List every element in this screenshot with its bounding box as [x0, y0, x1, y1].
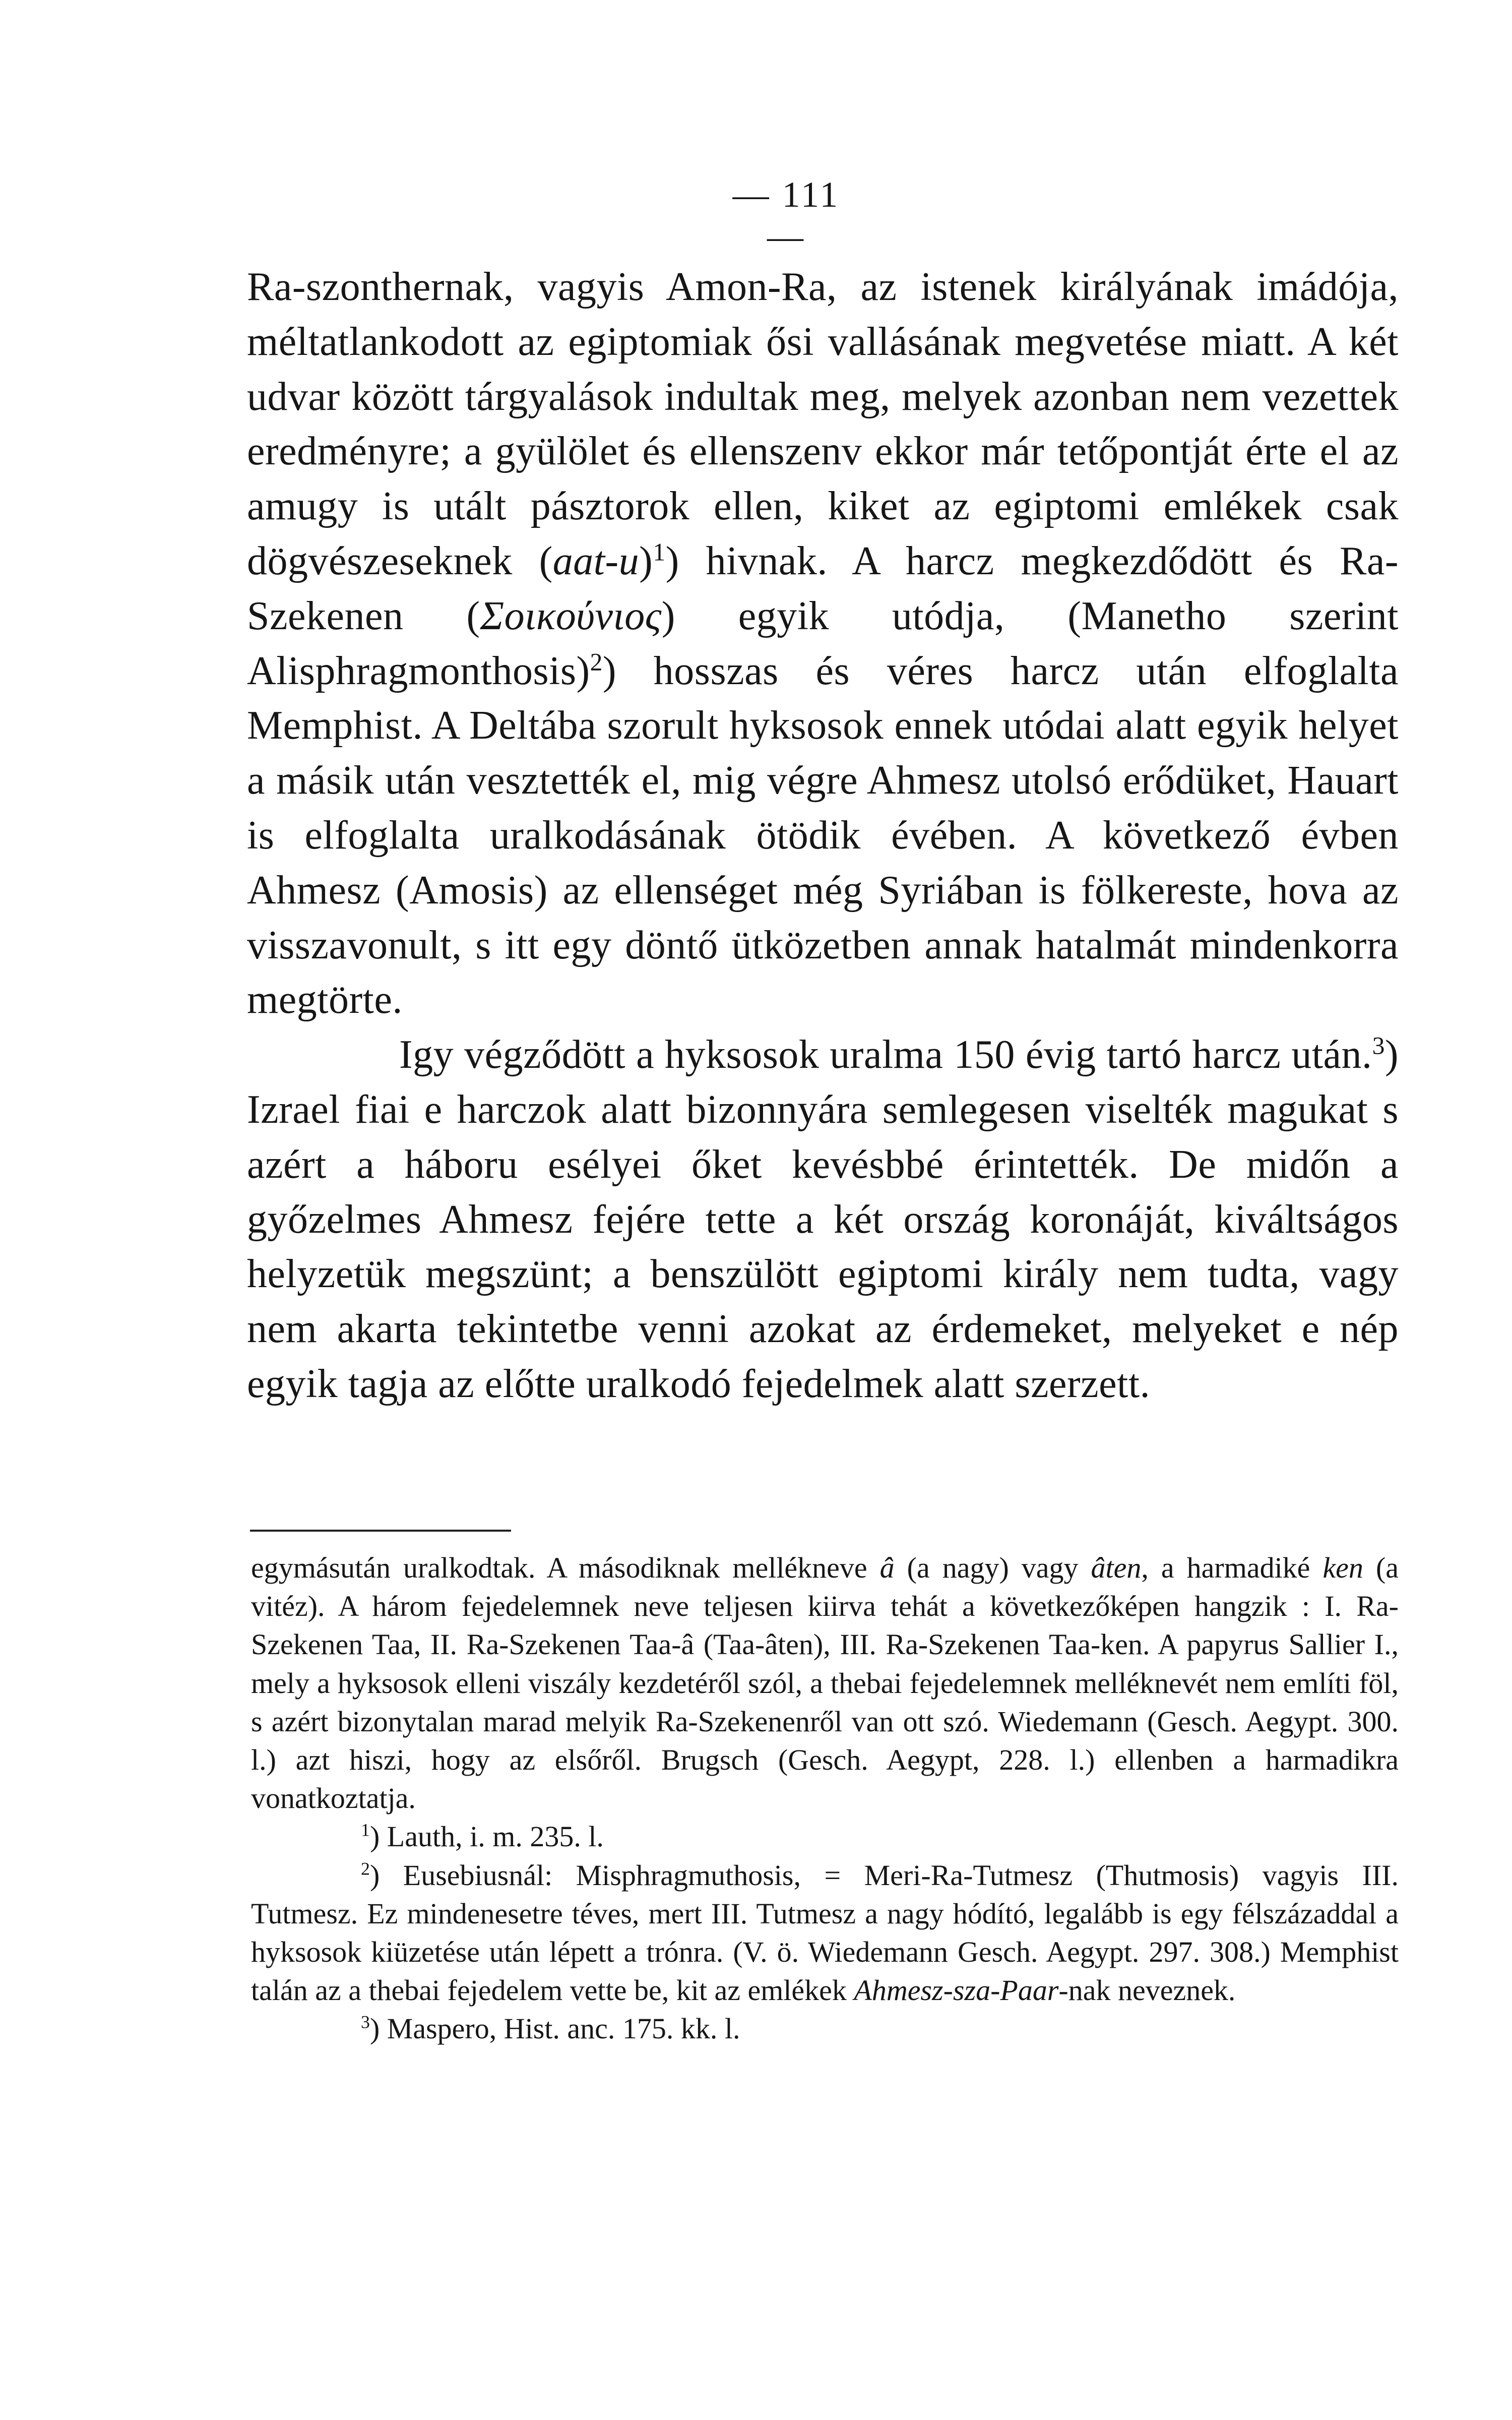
paragraph-2-text-a: Igy végződött a hyksosok uralma 150 évig tartó harcz után.: [399, 1033, 1372, 1077]
paragraph-1-text-b: ): [639, 538, 653, 583]
footnote-cont-text-a: egymásután uralkodtak. A másodiknak mellékneve: [251, 1551, 880, 1584]
paragraph-1-text-a: Ra-szonthernak, vagyis Amon-Ra, az istenek királyának imádója, méltatlankodott az egiptomiak ősi vallásának megvetése miatt. A két udvar között tárgyalások indultak meg, melyek azonban nem vezettek eredményre; a gyülölet és ellenszenv ekkor már tetőpontját érte el az amugy is utált pásztorok ellen, kiket az egiptomi emlékek csak dögvészeseknek (: [247, 265, 1399, 583]
footnote-2-text-a: ) Eusebiusnál: Misphragmuthosis, = Meri-Ra-Tutmesz (Thutmosis) vagyis III. Tutmesz. Ez mindenesetre téves, mert III. Tutmesz a nagy hódító, legalább is egy félszázaddal a hyksosok kiüzetése után lépett a trónra. (V. ö. Wiedemann Gesch. Aegypt. 297. 308.) Memphist talán az a thebai fejedelem vette be, kit az emlékek: [251, 1858, 1399, 2007]
footnote-1-mark: 1: [361, 1820, 370, 1841]
paragraph-1-text-d: ) egyik utódja, (Manetho szerint Alisphragmonthosis): [247, 593, 1399, 693]
paragraph-1-text-e: ) hosszas és véres harcz után elfoglalta Memphist. A Deltába szorult hyksosok ennek utódai alatt egyik helyet a másik után vesztették el, mig végre Ahmesz utolsó erődüket, Hauart is elfoglalta uralkodásának ötödik évében. A következő évben Ahmesz (Amosis) az ellenséget még Syriában is fölkereste, hova az visszavonult, s itt egy döntő ütközetben annak hatalmát mindenkorra megtörte.: [247, 648, 1399, 1022]
paragraph-2: [247, 1027, 1399, 1412]
footnote-ref-1: 1: [653, 538, 666, 566]
paragraph-1: [247, 260, 1399, 1027]
footnote-cont-text-c: , a harmadiké: [1141, 1551, 1323, 1584]
footnote-ref-2: 2: [590, 647, 603, 676]
page-number: — 111 —: [732, 174, 840, 257]
footnote-cont-italic-a: â: [879, 1551, 895, 1584]
footnote-2-text-b: -nak neveznek.: [1058, 1974, 1236, 2007]
footnote-3-mark: 3: [361, 2012, 370, 2033]
footnote-1-text: ) Lauth, i. m. 235. l.: [369, 1820, 604, 1853]
paragraph-2-text-b: ) Izrael fiai e harczok alatt bizonnyára semlegesen viselték magukat s azért a háboru esélyei őket kevésbbé érintették. De midőn a győzelmes Ahmesz fejére tette a két ország koronáját, kiváltságos helyzetük megszünt; a benszülött egiptomi király nem tudta, vagy nem akarta tekintetbe venni azokat az érdemeket, melyeket e nép egyik tagja az előtte uralkodó fejedelmek alatt szerzett.: [247, 1033, 1399, 1406]
footnote-ref-3: 3: [1372, 1032, 1385, 1060]
footnote-cont-italic-c: ken: [1322, 1551, 1363, 1584]
footnote-continuation: [251, 1549, 1399, 1818]
footnote-2: [251, 1856, 1399, 2010]
footnote-2-italic: Ahmesz-sza-Paar: [854, 1974, 1059, 2007]
footnotes: [251, 1549, 1399, 2048]
footnote-cont-text-d: (a vitéz). A három fejedelemnek neve teljesen kiirva tehát a következőképen hangzik : I. Ra-Szekenen Taa, II. Ra-Szekenen Taa-â (Taa-âten), III. Ra-Szekenen Taa-ken. A papyrus Sallier I., mely a hyksosok elleni viszály kezdetéről szól, a thebai fejedelemnek melléknevét nem említi föl, s azért bizonytalan marad melyik Ra-Szekenenről van ott szó. Wiedemann (Gesch. Aegypt. 300. l.) azt hiszi, hogy az elsőről. Brugsch (Gesch. Aegypt, 228. l.) ellenben a harmadikra vonatkoztatja.: [251, 1551, 1399, 1815]
main-text: [247, 260, 1399, 1412]
footnote-cont-italic-b: âten: [1091, 1551, 1142, 1584]
paragraph-1-text-c: ) hivnak. A harcz megkezdődött és Ra-Szekenen (: [247, 538, 1399, 638]
footnote-cont-text-b: (a nagy) vagy: [894, 1551, 1091, 1584]
footnote-1: [251, 1818, 1399, 1856]
footnote-divider: [250, 1530, 511, 1532]
footnote-2-mark: 2: [361, 1858, 370, 1879]
footnote-3: [251, 2010, 1399, 2048]
greek-name: Σοικούνιος: [480, 593, 662, 638]
term-aat-u: aat-u: [552, 538, 640, 583]
footnote-3-text: ) Maspero, Hist. anc. 175. kk. l.: [369, 2012, 740, 2045]
